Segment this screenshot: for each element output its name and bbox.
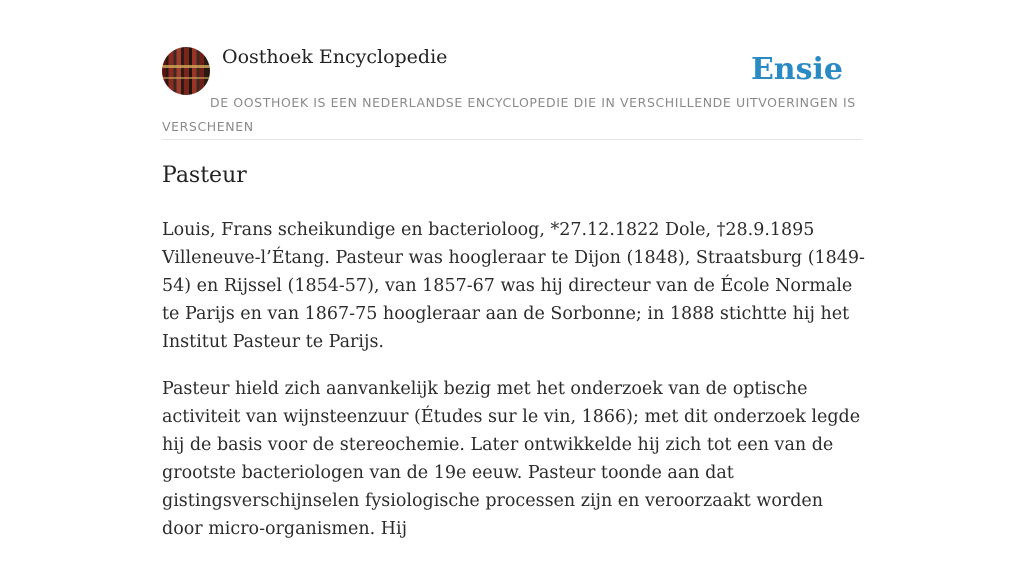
article-paragraph: Louis, Frans scheikundige en bacterioloog, *27.12.1822 Dole, †28.9.1895 Villeneuve-l’Étang. Pasteur was hoogleraar te Dijon (1848), Straatsburg (1849-54) en Rijssel (1854-57), van 1857-67 was hij directeur van de École Normale te Parijs en van 1867-75 hoogleraar aan de Sorbonne; in 1888 stichtte hij het Institut Pasteur te Parijs.: [162, 220, 865, 352]
article-body: [162, 216, 866, 562]
article-paragraph: Pasteur hield zich aanvankelijk bezig met het onderzoek van de optische activiteit van wijnsteenzuur (Études sur le vin, 1866); met dit onderzoek legde hij de basis voor de stereochemie. Later ontwikkelde hij zich tot een van de grootste bacteriologen van de 19e eeuw. Pasteur toonde aan dat gistingsverschijnselen fysiologische processen zijn en veroorzaakt worden door micro-organismen. Hij: [162, 379, 861, 539]
site-tagline: DE OOSTHOEK IS EEN NEDERLANDSE ENCYCLOPEDIE DIE IN VERSCHILLENDE UITVOERINGEN IS VERSCHENEN: [162, 95, 856, 134]
site-name[interactable]: Oosthoek Encyclopedie: [222, 46, 448, 68]
brand-logo[interactable]: Ensie: [750, 52, 843, 87]
encyclopedia-avatar[interactable]: [162, 47, 210, 95]
article-title: Pasteur: [162, 163, 247, 188]
header-divider: [162, 139, 862, 140]
